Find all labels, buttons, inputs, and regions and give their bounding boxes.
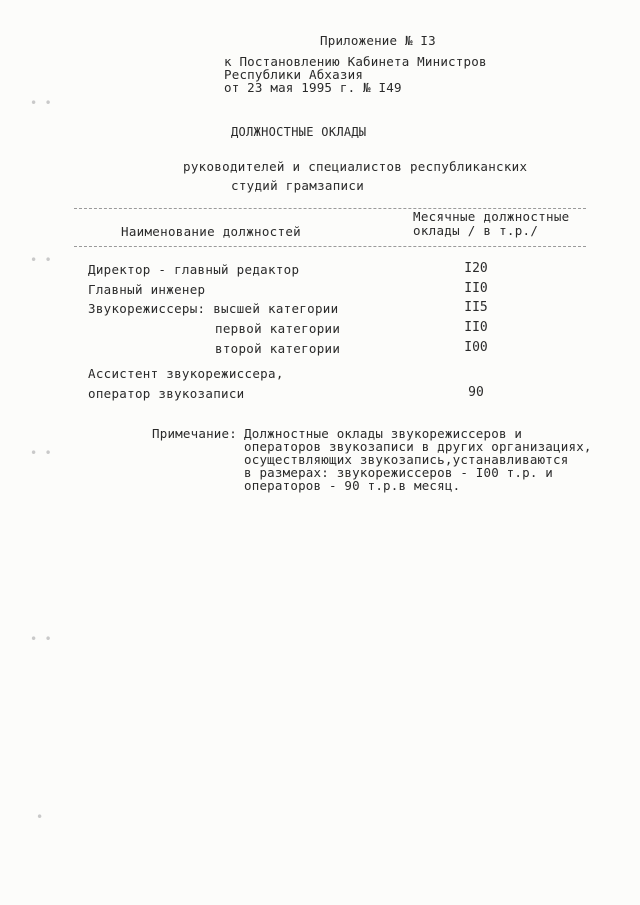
decree-line-3: от 23 мая 1995 г. № I49 xyxy=(224,80,402,95)
assistant-label-line-1: Ассистент звукорежиссера, xyxy=(88,366,284,381)
margin-mark: • • xyxy=(30,253,52,267)
note-label: Примечание: xyxy=(152,426,237,441)
table-row-value: I20 xyxy=(464,261,488,276)
assistant-label-line-2: оператор звукозаписи xyxy=(88,386,245,401)
note-line-5: операторов - 90 т.р.в месяц. xyxy=(244,478,461,493)
note-line-1: Должностные оклады звукорежиссеров и xyxy=(244,426,523,441)
subtitle-line-2: студий грамзаписи xyxy=(231,178,365,193)
assistant-value: 90 xyxy=(468,385,484,400)
note-line-4: в размерах: звукорежиссеров - I00 т.р. и xyxy=(244,465,554,480)
note-line-2: операторов звукозаписи в других организациях, xyxy=(244,439,592,454)
margin-mark: • • xyxy=(30,446,52,460)
table-row-label: Директор - главный редактор xyxy=(88,262,300,277)
table-header-rule xyxy=(74,246,586,247)
subtitle-line-1: руководителей и специалистов республиканских xyxy=(183,159,528,174)
margin-mark: • xyxy=(36,810,44,824)
margin-mark: • • xyxy=(30,632,52,646)
column-header-salary-line-2: оклады / в т.р./ xyxy=(413,223,539,238)
appendix-label: Приложение № I3 xyxy=(320,33,436,48)
decree-line-2: Республики Абхазия xyxy=(224,67,364,82)
table-row-label: Звукорежиссеры: высшей категории xyxy=(88,301,339,316)
decree-line-1: к Постановлению Кабинета Министров xyxy=(224,54,487,69)
table-row-value: II0 xyxy=(464,320,488,335)
column-header-position: Наименование должностей xyxy=(121,224,301,239)
table-row-value: II5 xyxy=(464,300,488,315)
column-header-salary-line-1: Месячные должностные xyxy=(413,209,570,224)
table-row-label: первой категории xyxy=(215,321,341,336)
document-title: ДОЛЖНОСТНЫЕ ОКЛАДЫ xyxy=(231,125,367,139)
table-row-label: второй категории xyxy=(215,341,341,356)
table-row-value: II0 xyxy=(464,281,488,296)
table-row-value: I00 xyxy=(464,340,488,355)
note-line-3: осуществляющих звукозапись,устанавливаются xyxy=(244,452,569,467)
margin-mark: • • xyxy=(30,96,52,110)
table-row-label: Главный инженер xyxy=(88,282,206,297)
